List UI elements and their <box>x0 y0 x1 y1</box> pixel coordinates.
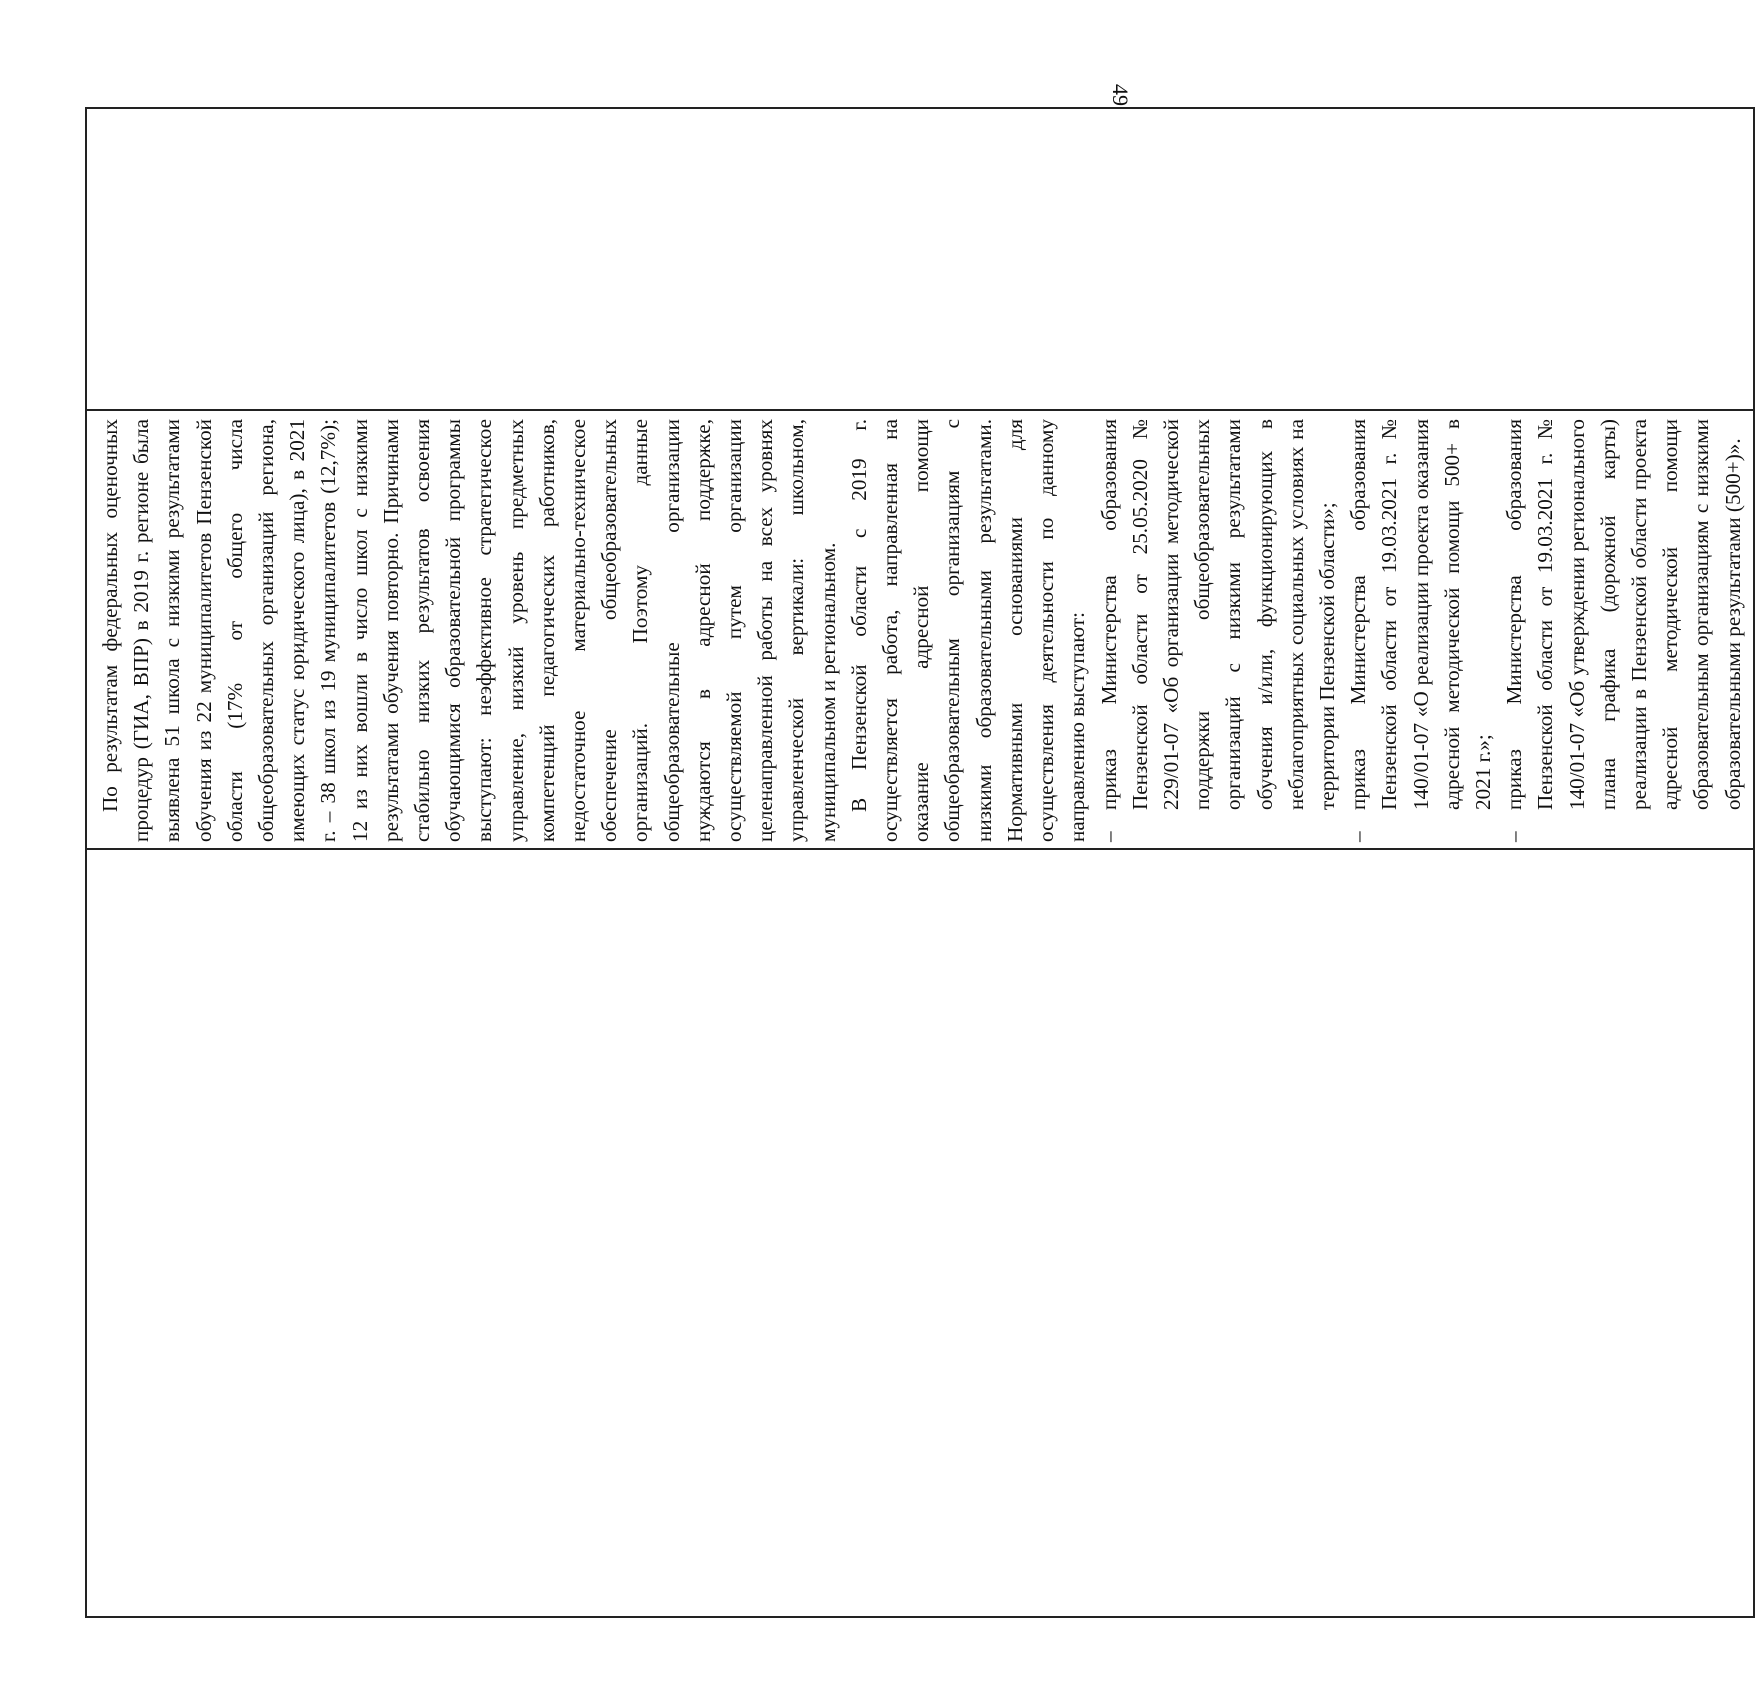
cell-text <box>87 411 1753 848</box>
table-row <box>86 108 1754 1617</box>
paragraph: В Пензенской области с 2019 г. осуществляется работа, направленная на оказание адресной помощи общеобразовательным организациям с низкими образовательными результатами. Нормативными основаниями для осуществления деятельности по данному направлению выступают: <box>846 419 1090 842</box>
list-item <box>1499 419 1749 842</box>
landscape-page <box>85 115 1745 1618</box>
list-item <box>1343 419 1499 842</box>
list-item-text: приказ Министерства образования Пензенской области от 25.05.2020 № 229/01-07 «Об организации методической поддержки общеобразовательных организаций с низкими результатами обучения и/или, функционирующих в неблагоприятных социальных условиях на территории Пензенской области»; <box>1096 419 1339 810</box>
table-cell-left <box>86 849 1754 1617</box>
table-cell-main <box>86 410 1754 849</box>
dash-marker: – <box>1346 831 1371 842</box>
dash-marker: – <box>1096 831 1121 842</box>
page-number: 49 <box>1108 84 1133 106</box>
paragraph: По результатам федеральных оценочных процедур (ГИА, ВПР) в 2019 г. регионе была выявлена 51 школа с низкими результатами обучения из 22 муниципалитетов Пензенской области (17% от общего числа общеобразовательных организаций региона, имеющих статус юридического лица), в 2021 г. – 38 школ из 19 муниципалитетов (12,7%); 12 из них вошли в число школ с низкими результатами обучения повторно. Причинами стабильно низких результатов освоения обучающимися образовательной программы выступают: неэффективное стратегическое управление, низкий уровень предметных компетенций педагогических работников, недостаточное материально-техническое обеспечение общеобразовательных организаций. Поэтому данные общеобразовательные организации нуждаются в адресной поддержке, осуществляемой путем организации целенаправленной работы на всех уровнях управленческой вертикали: школьном, муниципальном и региональном. <box>98 419 840 842</box>
list-item-text: приказ Министерства образования Пензенской области от 19.03.2021 г. № 140/01-07 «О реализации проекта оказания адресной методической помощи 500+ в 2021 г.»; <box>1346 419 1495 810</box>
basis-list <box>1094 419 1749 842</box>
table-cell-right <box>86 108 1754 410</box>
list-item-text: приказ Министерства образования Пензенской области от 19.03.2021 г. № 140/01-07 «Об утверждении регионального плана графика (дорожной карты) реализации в Пензенской области проекта адресной методической помощи образовательным организациям с низкими образовательными результатами (500+)». <box>1502 419 1745 810</box>
dash-marker: – <box>1502 831 1527 842</box>
document-table <box>85 107 1755 1618</box>
list-item <box>1094 419 1344 842</box>
